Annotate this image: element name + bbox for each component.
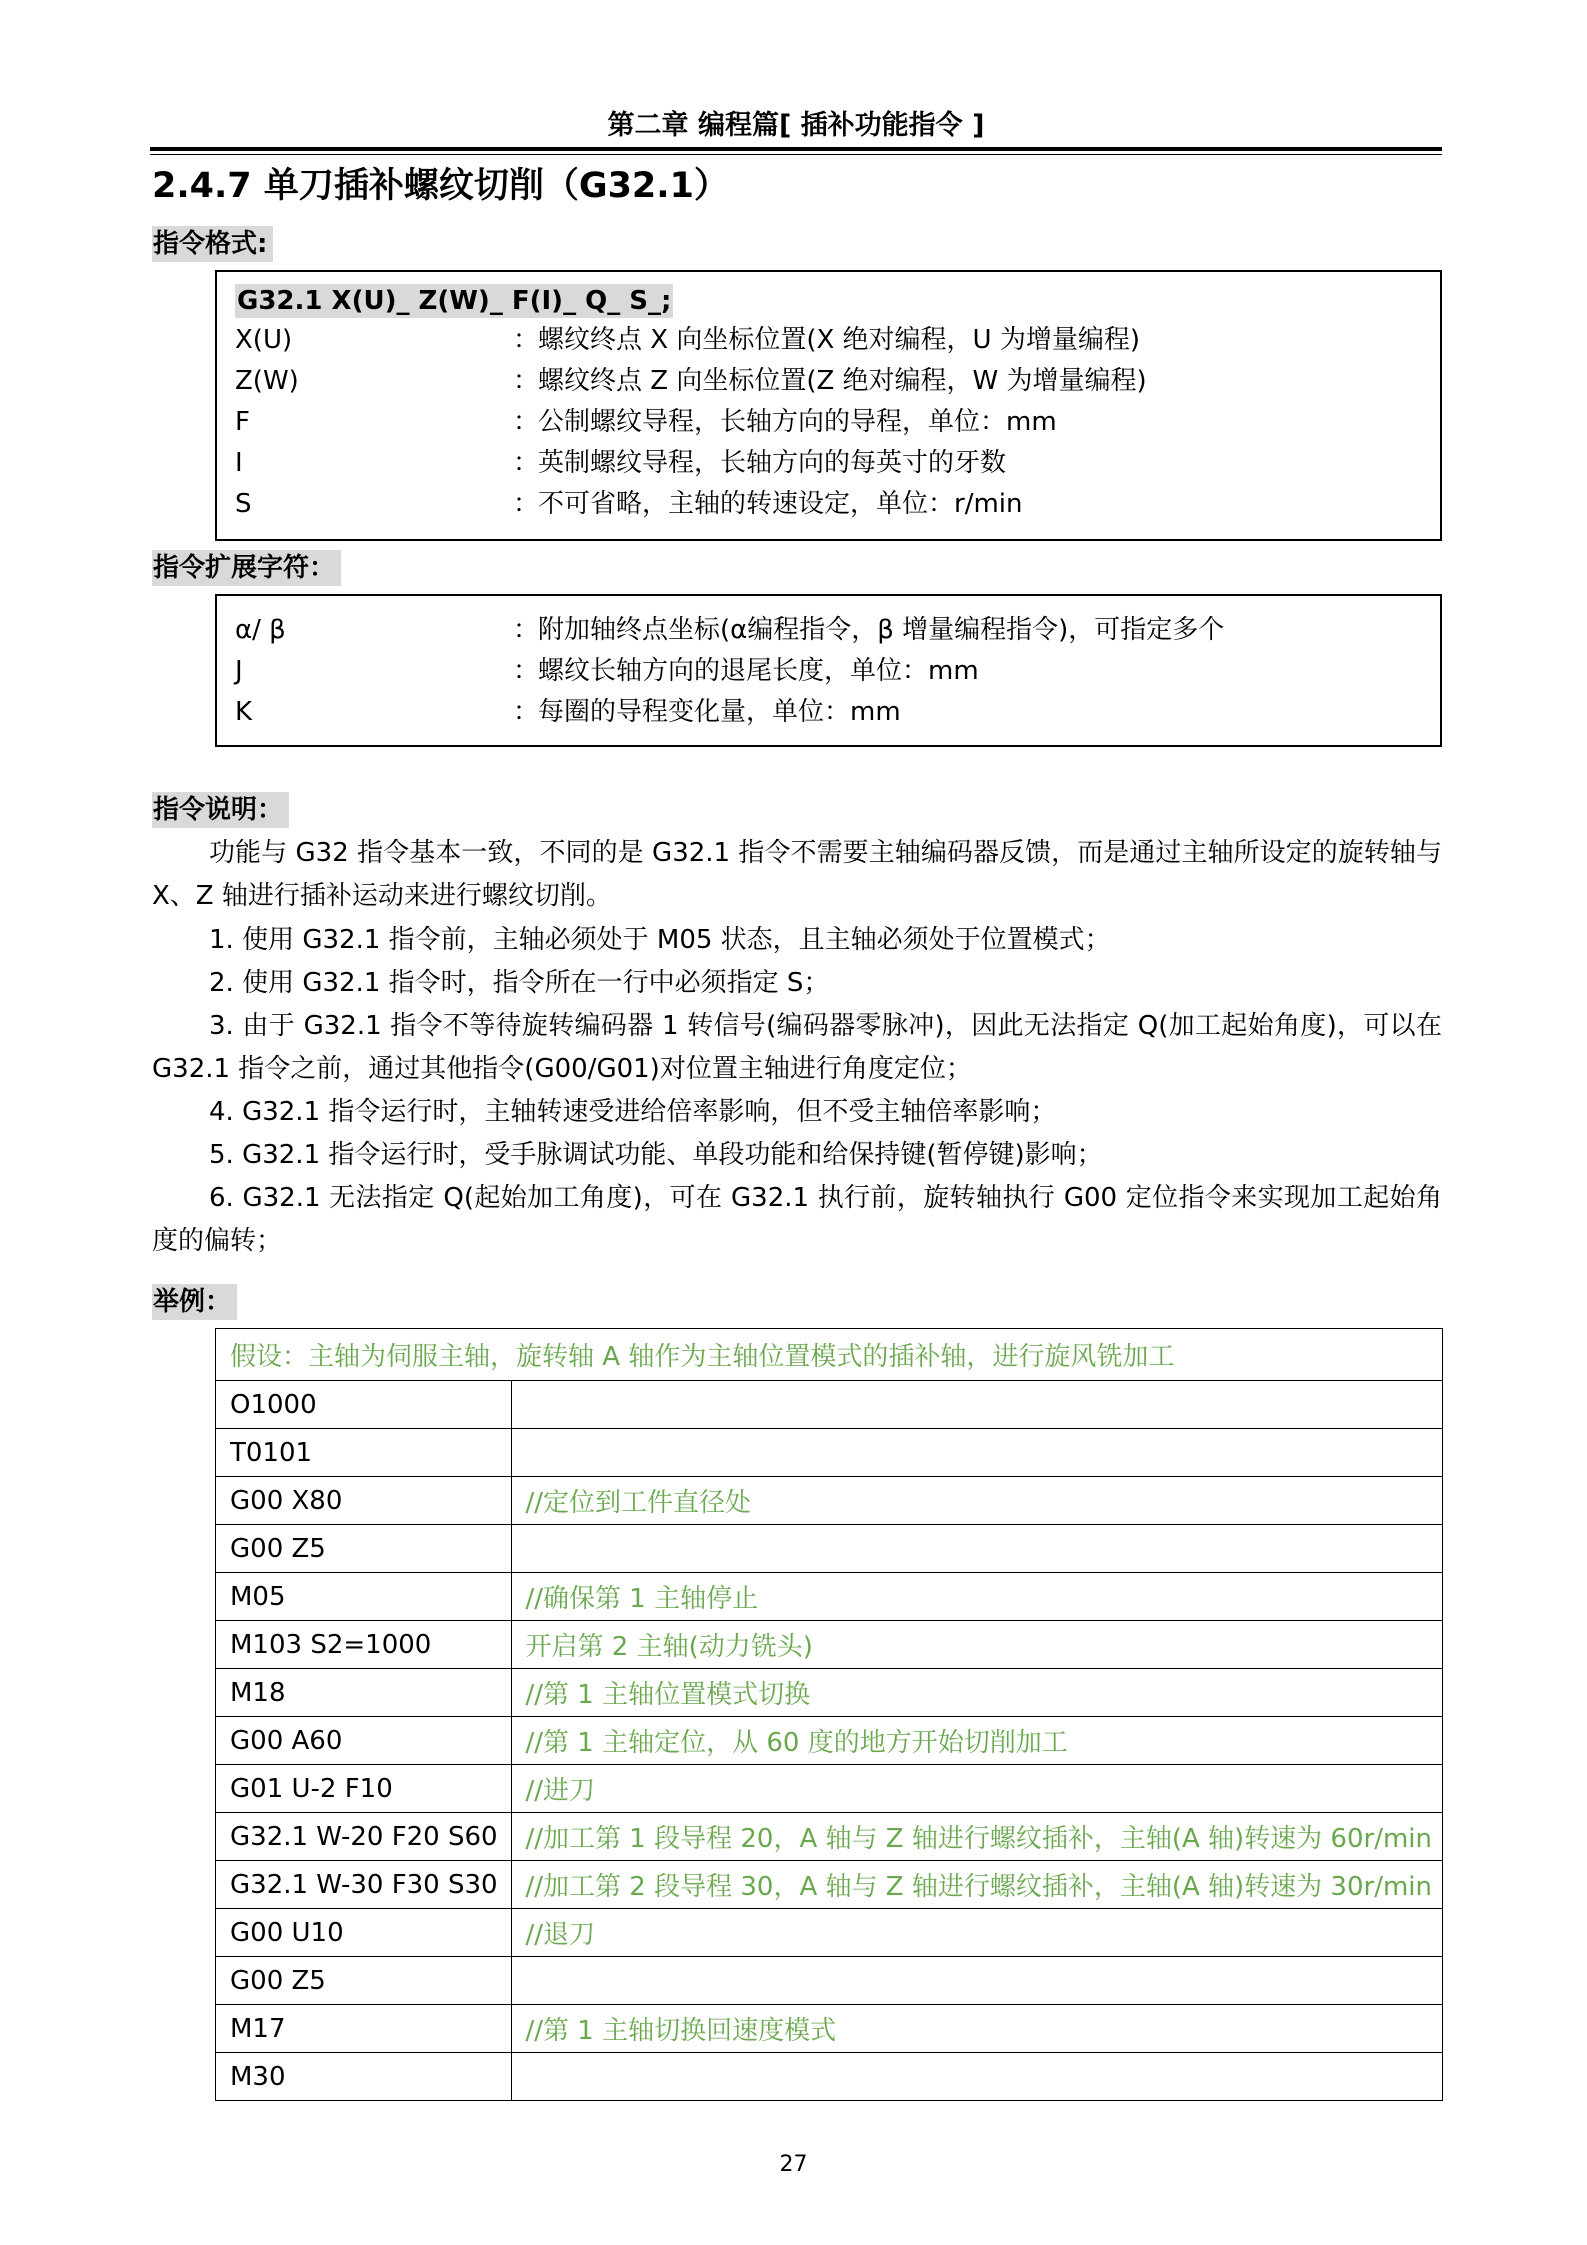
format-heading: 指令格式: [152,226,273,262]
table-row [216,1429,1443,1477]
page-number: 27 [779,2152,808,2177]
param-desc: 英制螺纹导程，长轴方向的每英寸的牙数 [538,448,1007,478]
param-key: K [235,697,253,727]
extension-box [215,594,1442,747]
table-row [216,1717,1443,1765]
param-desc: 公制螺纹导程，长轴方向的导程，单位：mm [538,407,1057,437]
param-desc: 每圈的导程变化量，单位：mm [538,697,901,727]
description-item: 6. G32.1 无法指定 Q(起始加工角度)，可在 G32.1 执行前，旋转轴执行 G00 定位指令来实现加工起始角度的偏转； [152,1183,1442,1256]
comment-cell: //加工第 1 段导程 20，A 轴与 Z 轴进行螺纹插补，主轴(A 轴)转速为 60r/min [511,1813,1443,1861]
description-intro: 功能与 G32 指令基本一致，不同的是 G32.1 指令不需要主轴编码器反馈，而是通过主轴所设定的旋转轴与 X、Z 轴进行插补运动来进行螺纹切削。 [152,838,1442,911]
comment-cell [511,2053,1443,2101]
param-row [217,651,1440,692]
param-separator: ： [513,615,540,645]
comment-cell: //进刀 [511,1765,1443,1813]
param-row [217,320,1440,361]
param-key: Z(W) [235,366,299,396]
param-desc: 螺纹终点 Z 向坐标位置(Z 绝对编程，W 为增量编程) [538,366,1147,396]
example-heading: 举例： [152,1284,237,1320]
section-title: 2.4.7 单刀插补螺纹切削（G32.1） [152,166,729,206]
table-row [216,1813,1443,1861]
table-row [216,2053,1443,2101]
comment-cell: //确保第 1 主轴停止 [511,1573,1443,1621]
code-cell: M18 [216,1669,512,1717]
table-row [216,1381,1443,1429]
param-key: J [235,656,243,686]
param-key: α/ β [235,615,286,645]
description-item: 1. 使用 G32.1 指令前，主轴必须处于 M05 状态，且主轴必须处于位置模式； [209,925,1111,955]
header-rule-thin [150,154,1442,155]
comment-cell [511,1429,1443,1477]
header-rule [150,147,1442,151]
param-key: X(U) [235,325,293,355]
code-cell: T0101 [216,1429,512,1477]
param-desc: 螺纹长轴方向的退尾长度，单位：mm [538,656,979,686]
param-row [217,610,1440,651]
param-row [217,361,1440,402]
table-row [216,1957,1443,2005]
comment-cell: //第 1 主轴定位，从 60 度的地方开始切削加工 [511,1717,1443,1765]
param-desc: 附加轴终点坐标(α编程指令，β 增量编程指令)，可指定多个 [538,615,1225,645]
description-item: 2. 使用 G32.1 指令时，指令所在一行中必须指定 S； [209,968,830,998]
table-row [216,1861,1443,1909]
comment-cell: //加工第 2 段导程 30，A 轴与 Z 轴进行螺纹插补，主轴(A 轴)转速为 30r/min [511,1861,1443,1909]
param-desc: 螺纹终点 X 向坐标位置(X 绝对编程，U 为增量编程) [538,325,1140,355]
page-header: 第二章 编程篇[ 插补功能指令 ] [607,110,985,141]
code-cell: G00 U10 [216,1909,512,1957]
code-cell: G00 Z5 [216,1957,512,2005]
code-cell: O1000 [216,1381,512,1429]
table-row [216,1909,1443,1957]
param-separator: ： [513,448,540,478]
table-row [216,2005,1443,2053]
command-syntax: G32.1 X(U)_ Z(W)_ F(I)_ Q_ S_; [237,286,672,316]
code-cell: G32.1 W-20 F20 S60 [216,1813,512,1861]
comment-cell: 开启第 2 主轴(动力铣头) [511,1621,1443,1669]
param-separator: ： [513,697,540,727]
param-row [217,402,1440,443]
comment-cell [511,1957,1443,2005]
param-row [217,692,1440,733]
description-body [152,832,1442,1263]
comment-cell: //退刀 [511,1909,1443,1957]
param-separator: ： [513,489,540,519]
extension-params [217,610,1440,733]
code-cell: G01 U-2 F10 [216,1765,512,1813]
param-row [217,484,1440,525]
param-key: S [235,489,252,519]
table-row [216,1573,1443,1621]
code-cell: G00 X80 [216,1477,512,1525]
code-cell: M17 [216,2005,512,2053]
table-row [216,1765,1443,1813]
param-separator: ： [513,366,540,396]
code-cell: M103 S2=1000 [216,1621,512,1669]
code-cell: M05 [216,1573,512,1621]
assumption-row [216,1329,1443,1381]
description-item: 5. G32.1 指令运行时，受手脉调试功能、单段功能和给保持键(暂停键)影响； [209,1140,1103,1170]
param-key: F [235,407,250,437]
comment-cell: //定位到工件直径处 [511,1477,1443,1525]
code-cell: M30 [216,2053,512,2101]
comment-cell: //第 1 主轴切换回速度模式 [511,2005,1443,2053]
table-row [216,1477,1443,1525]
param-separator: ： [513,656,540,686]
description-item: 4. G32.1 指令运行时，主轴转速受进给倍率影响，但不受主轴倍率影响； [209,1097,1057,1127]
code-cell: G00 Z5 [216,1525,512,1573]
code-cell: G00 A60 [216,1717,512,1765]
table-row [216,1525,1443,1573]
assumption-text: 假设：主轴为伺服主轴，旋转轴 A 轴作为主轴位置模式的插补轴，进行旋风铣加工 [216,1329,1443,1381]
comment-cell [511,1525,1443,1573]
param-separator: ： [513,407,540,437]
format-box [215,270,1442,541]
table-row [216,1669,1443,1717]
param-row [217,443,1440,484]
table-row [216,1621,1443,1669]
extension-heading: 指令扩展字符： [152,550,341,586]
description-heading: 指令说明： [152,792,289,828]
example-table [215,1328,1443,2101]
param-desc: 不可省略，主轴的转速设定，单位：r/min [538,489,1023,519]
code-cell: G32.1 W-30 F30 S30 [216,1861,512,1909]
format-params [217,320,1440,525]
comment-cell: //第 1 主轴位置模式切换 [511,1669,1443,1717]
description-item: 3. 由于 G32.1 指令不等待旋转编码器 1 转信号(编码器零脉冲)，因此无法指定 Q(加工起始角度)，可以在 G32.1 指令之前，通过其他指令(G00/G01)对位置主轴进行角度定位； [152,1011,1442,1084]
comment-cell [511,1381,1443,1429]
param-key: I [235,448,243,478]
param-separator: ： [513,325,540,355]
